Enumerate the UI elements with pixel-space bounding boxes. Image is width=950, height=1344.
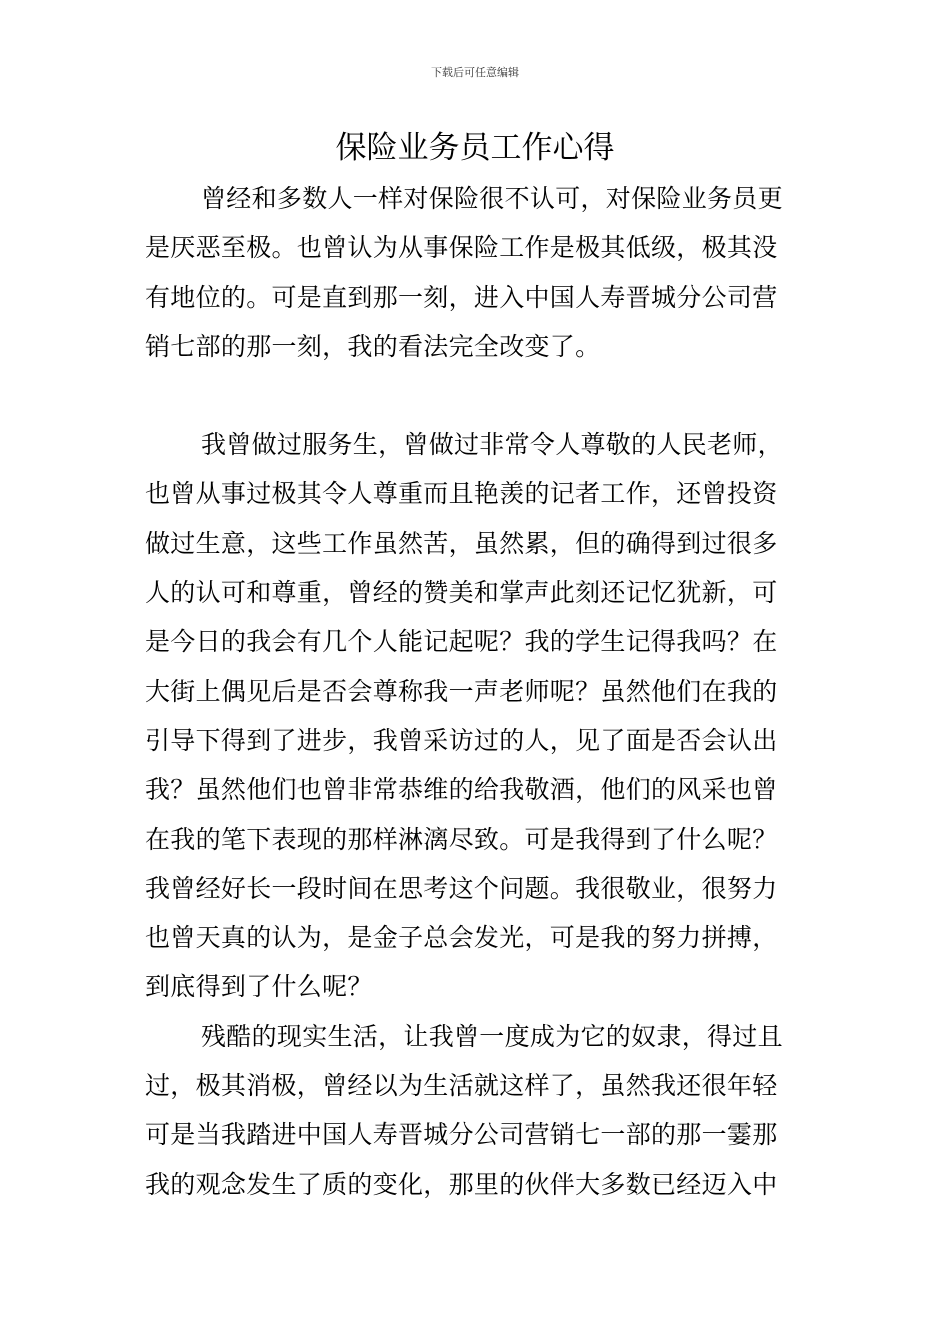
paragraph-line: 是今日的我会有几个人能记起呢？我的学生记得我吗？在 [145, 627, 778, 657]
paragraph-spacer [145, 371, 807, 420]
paragraph-line: 销七部的那一刻，我的看法完全改变了。 [145, 331, 601, 361]
paragraph-line: 残酷的现实生活，让我曾一度成为它的奴隶，得过且 [201, 1021, 783, 1051]
paragraph-line: 在我的笔下表现的那样淋漓尽致。可是我得到了什么呢？ [145, 824, 778, 854]
paragraph-line: 我曾做过服务生，曾做过非常令人尊敬的人民老师， [201, 430, 783, 460]
paragraph-line: 可是当我踏进中国人寿晋城分公司营销七一部的那一霎那 [145, 1120, 778, 1150]
paragraph-2 [145, 420, 807, 1012]
paragraph-line: 我曾经好长一段时间在思考这个问题。我很敬业，很努力 [145, 873, 778, 903]
paragraph-line: 我？虽然他们也曾非常恭维的给我敬酒，他们的风采也曾 [145, 775, 778, 805]
paragraph-line: 人的认可和尊重，曾经的赞美和掌声此刻还记忆犹新，可 [145, 578, 778, 608]
paragraph-line: 也曾天真的认为，是金子总会发光，可是我的努力拼搏， [145, 923, 778, 953]
paragraph-line: 到底得到了什么呢？ [145, 972, 373, 1002]
paragraph-line: 我的观念发生了质的变化，那里的伙伴大多数已经迈入中 [145, 1169, 778, 1199]
paragraph-line: 大街上偶见后是否会尊称我一声老师呢？虽然他们在我的 [145, 676, 778, 706]
paragraph-line: 有地位的。可是直到那一刻，进入中国人寿晋城分公司营 [145, 282, 778, 312]
paragraph-3 [145, 1012, 807, 1209]
paragraph-line: 是厌恶至极。也曾认为从事保险工作是极其低级，极其没 [145, 233, 778, 263]
document-title: 保险业务员工作心得 [335, 130, 615, 166]
paragraph-line: 也曾从事过极其令人尊重而且艳羡的记者工作，还曾投资 [145, 479, 778, 509]
paragraph-line: 过，极其消极，曾经以为生活就这样了，虽然我还很年轻 [145, 1071, 778, 1101]
header-note: 下载后可任意编辑 [431, 66, 519, 79]
paragraph-line: 引导下得到了进步，我曾采访过的人，见了面是否会认出 [145, 725, 778, 755]
document-body [145, 174, 807, 1209]
paragraph-1 [145, 174, 807, 371]
paragraph-line: 曾经和多数人一样对保险很不认可，对保险业务员更 [201, 184, 783, 213]
paragraph-line: 做过生意，这些工作虽然苦，虽然累，但的确得到过很多 [145, 528, 778, 558]
